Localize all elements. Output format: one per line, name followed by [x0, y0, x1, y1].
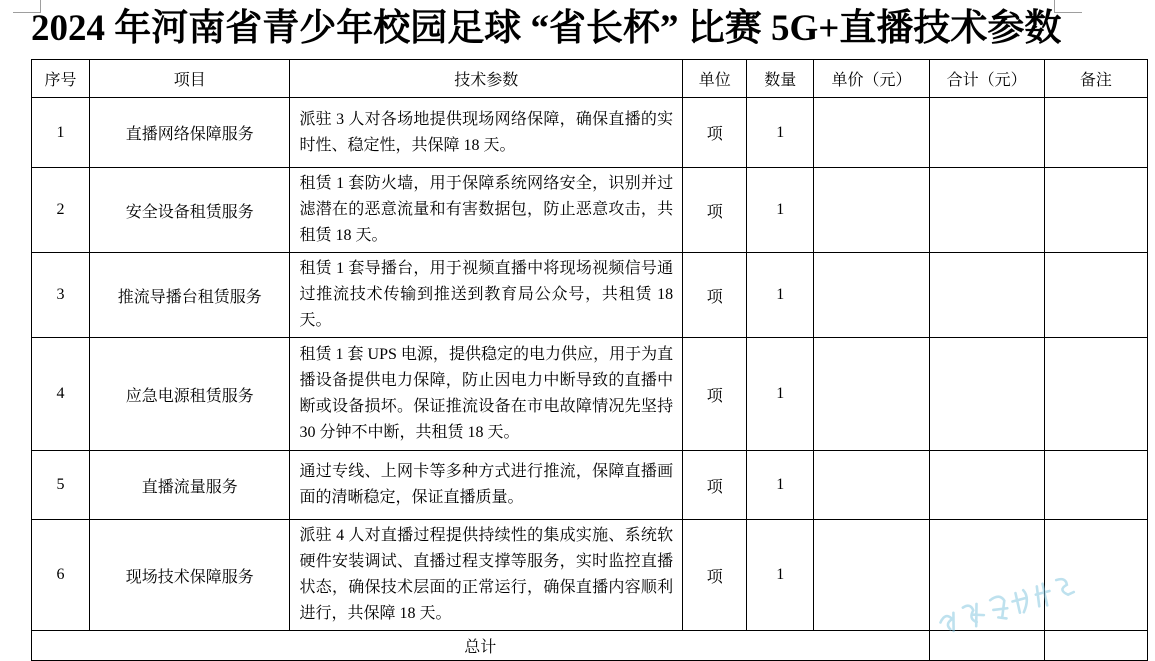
- cell-qty: 1: [747, 253, 814, 338]
- cell-price: [814, 168, 929, 253]
- cell-note: [1044, 98, 1147, 168]
- cell-spec: 租赁 1 套导播台，用于视频直播中将现场视频信号通过推流技术传输到推送到教育局公众号，共租赁 18 天。: [290, 253, 683, 338]
- cell-item: 应急电源租赁服务: [90, 338, 290, 451]
- header-no: 序号: [32, 60, 90, 98]
- table-total-row: [32, 631, 1148, 661]
- cell-item: 直播网络保障服务: [90, 98, 290, 168]
- table-header-row: [32, 60, 1148, 98]
- cell-qty: 1: [747, 338, 814, 451]
- cell-no: 3: [32, 253, 90, 338]
- cell-no: 1: [32, 98, 90, 168]
- cell-unit: 项: [683, 253, 747, 338]
- cell-qty: 1: [747, 520, 814, 631]
- cell-spec: 派驻 4 人对直播过程提供持续性的集成实施、系统软硬件安装调试、直播过程支撑等服务，实时监控直播状态，确保技术层面的正常运行，确保直播内容顺利进行，共保障 18 天。: [290, 520, 683, 631]
- cell-qty: 1: [747, 168, 814, 253]
- cell-spec: 租赁 1 套防火墙，用于保障系统网络安全，识别并过滤潜在的恶意流量和有害数据包，防止恶意攻击，共租赁 18 天。: [290, 168, 683, 253]
- cell-item: 安全设备租赁服务: [90, 168, 290, 253]
- cell-unit: 项: [683, 168, 747, 253]
- cell-total: [929, 338, 1044, 451]
- cell-unit: 项: [683, 451, 747, 520]
- cell-price: [814, 253, 929, 338]
- cell-item: 直播流量服务: [90, 451, 290, 520]
- cell-price: [814, 98, 929, 168]
- cell-no: 6: [32, 520, 90, 631]
- table-row: [32, 253, 1148, 338]
- cell-unit: 项: [683, 338, 747, 451]
- cell-spec: 派驻 3 人对各场地提供现场网络保障，确保直播的实时性、稳定性，共保障 18 天。: [290, 98, 683, 168]
- header-qty: 数量: [747, 60, 814, 98]
- cell-total: [929, 253, 1044, 338]
- table-row: [32, 520, 1148, 631]
- total-label: 总计: [32, 631, 930, 661]
- cell-no: 4: [32, 338, 90, 451]
- cell-note: [1044, 338, 1147, 451]
- table-row: [32, 98, 1148, 168]
- total-amount: [929, 631, 1044, 661]
- header-price: 单价（元）: [814, 60, 929, 98]
- cell-price: [814, 520, 929, 631]
- table-row: [32, 338, 1148, 451]
- cell-note: [1044, 253, 1147, 338]
- cell-item: 现场技术保障服务: [90, 520, 290, 631]
- header-spec: 技术参数: [290, 60, 683, 98]
- header-item: 项目: [90, 60, 290, 98]
- cell-spec: 租赁 1 套 UPS 电源，提供稳定的电力供应，用于为直播设备提供电力保障，防止因电力中断导致的直播中断或设备损坏。保证推流设备在市电故障情况先坚持 30 分钟不中断，共租赁 18 天。: [290, 338, 683, 451]
- cell-total: [929, 520, 1044, 631]
- cell-unit: 项: [683, 520, 747, 631]
- cell-no: 5: [32, 451, 90, 520]
- cell-price: [814, 338, 929, 451]
- cell-qty: 1: [747, 451, 814, 520]
- table-row: [32, 168, 1148, 253]
- cell-total: [929, 168, 1044, 253]
- cell-total: [929, 98, 1044, 168]
- spec-table: [31, 59, 1148, 661]
- cell-spec: 通过专线、上网卡等多种方式进行推流，保障直播画面的清晰稳定，保证直播质量。: [290, 451, 683, 520]
- cell-unit: 项: [683, 98, 747, 168]
- cell-total: [929, 451, 1044, 520]
- cell-note: [1044, 451, 1147, 520]
- header-note: 备注: [1044, 60, 1147, 98]
- page-title: 2024 年河南省青少年校园足球 “省长杯” 比赛 5G+直播技术参数: [31, 8, 1062, 49]
- header-unit: 单位: [683, 60, 747, 98]
- cell-note: [1044, 520, 1147, 631]
- cell-item: 推流导播台租赁服务: [90, 253, 290, 338]
- cell-note: [1044, 168, 1147, 253]
- cell-qty: 1: [747, 98, 814, 168]
- cell-no: 2: [32, 168, 90, 253]
- header-total: 合计（元）: [929, 60, 1044, 98]
- table-row: [32, 451, 1148, 520]
- total-note: [1044, 631, 1147, 661]
- cell-price: [814, 451, 929, 520]
